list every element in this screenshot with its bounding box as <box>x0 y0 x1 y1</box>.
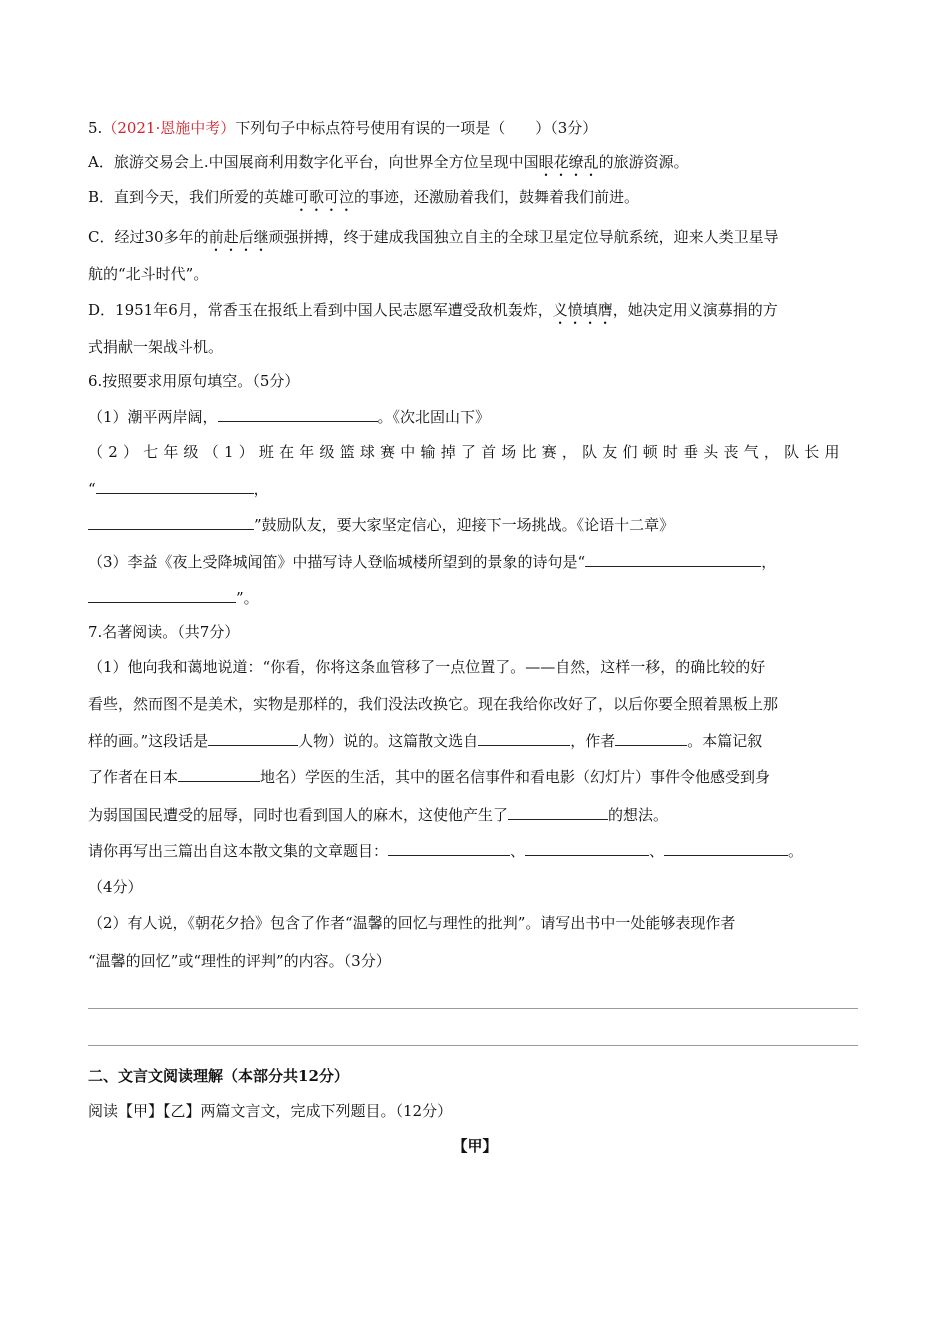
q7-line5 <box>88 804 668 826</box>
q6-part3-line2 <box>88 587 259 609</box>
q7-line6-end: 。 <box>788 842 804 860</box>
q7-line2: 看些，然而图不是美术，实物是那样的，我们没法改换它。现在我给你改好了，以后你要全照着黑板上那 <box>88 695 779 713</box>
q6-part2-blank2[interactable] <box>88 515 254 530</box>
q7-line3-text-d: 。本篇记叙 <box>687 732 763 750</box>
q5-option-d-text: D．1951年6月，常香玉在报纸上看到中国人民志愿军遭受敌机轰炸， <box>88 301 553 319</box>
q5-option-b-tail: 的事迹，还激励着我们，鼓舞着我们前进。 <box>354 188 640 206</box>
q7-line3 <box>88 730 762 752</box>
q6-part3-line1 <box>88 551 776 573</box>
q7-line8: （2）有人说，《朝花夕拾》包含了作者“温馨的回忆与理性的批判”。请写出书中一处能够表现作者 <box>88 914 736 932</box>
q7-line9: “温馨的回忆”或“理性的评判”的内容。（3分） <box>88 952 391 970</box>
q7-line3-text-c: ，作者 <box>570 732 616 750</box>
q5-number: 5. <box>88 119 103 137</box>
q6-part2-open-quote: “ <box>88 480 96 498</box>
q5-stem: 下列句子中标点符号使用有误的一项是（ ）（3分） <box>235 119 598 137</box>
q5-option-d-tail: ，她决定用义演募捐的方 <box>612 301 778 319</box>
q6-part1-text: （1）潮平两岸阔， <box>88 408 218 426</box>
q5-option-c-emphasis: 前赴后继 <box>208 228 269 246</box>
q7-line5-text-a: 为弱国国民遭受的屈辱，同时也看到国人的麻木，这使他产生了 <box>88 806 509 824</box>
q5-option-d-line1 <box>88 299 778 328</box>
q7-line4 <box>88 766 770 788</box>
q5-option-b <box>88 186 639 215</box>
q6-part2-blank1[interactable] <box>96 479 254 494</box>
q7-line5-text-b: 的想法。 <box>608 806 669 824</box>
q6-part2-comma: ， <box>253 480 269 498</box>
section2-subtitle: 【甲】 <box>452 1137 498 1155</box>
q7-title-blank3[interactable] <box>664 841 788 856</box>
q5-option-b-text: B．直到今天，我们所爱的英雄 <box>88 188 295 206</box>
q7-line4-text-a: 了作者在日本 <box>88 768 179 786</box>
q7-place-blank[interactable] <box>178 767 260 782</box>
q5-option-a-tail: 的旅游资源。 <box>598 153 689 171</box>
q6-part1-blank[interactable] <box>218 407 378 422</box>
q6-part3-tail: ”。 <box>236 589 259 607</box>
q7-line6-sep2: 、 <box>649 842 665 860</box>
q7-line6-text: 请你再写出三篇出自这本散文集的文章题目： <box>88 842 389 860</box>
q6-part2-line2 <box>88 478 269 500</box>
q6-part2-line1: （2）七年级（1）班在年级篮球赛中输掉了首场比赛，队友们顿时垂头丧气，队长用 <box>88 443 845 461</box>
q6-part3-blank2[interactable] <box>88 588 236 603</box>
q7-title-blank2[interactable] <box>525 841 649 856</box>
q7-line3-text-a: 样的画。”这段话是 <box>88 732 209 750</box>
answer-line-2[interactable] <box>88 1045 858 1046</box>
answer-line-1[interactable] <box>88 1008 858 1009</box>
q5-source: （2021·恩施中考） <box>102 119 236 137</box>
q6-stem: 6.按照要求用原句填空。（5分） <box>88 372 300 390</box>
q5-option-a-emphasis: 眼花缭乱 <box>538 153 599 171</box>
q5-option-d-line2: 式捐献一架战斗机。 <box>88 338 224 356</box>
q6-part2-line3 <box>88 514 674 536</box>
q5-option-c-tail: 顽强拼搏，终于建成我国独立自主的全球卫星定位导航系统，迎来人类卫星导 <box>268 228 779 246</box>
q5-option-a-text: A．旅游交易会上.中国展商利用数字化平台，向世界全方位呈现中国 <box>88 153 539 171</box>
q7-author-blank[interactable] <box>615 731 687 746</box>
q5-stem-line <box>88 117 597 139</box>
q7-line1: （1）他向我和蔼地说道：“你看，你将这条血管移了一点位置了。——自然，这样一移，的确比较的好 <box>88 658 766 676</box>
q7-line4-text-b: 地名）学医的生活，其中的匿名信事件和看电影（幻灯片）事件令他感受到身 <box>260 768 771 786</box>
q7-line6 <box>88 840 803 862</box>
q5-option-c-text: C．经过30多年的 <box>88 228 209 246</box>
q5-option-c-line1 <box>88 226 779 255</box>
q6-part1-source: 。《次北固山下》 <box>377 408 491 426</box>
q5-option-a <box>88 151 689 180</box>
q6-part3-blank1[interactable] <box>585 552 761 567</box>
q7-line7: （4分） <box>88 878 143 896</box>
q7-essay-blank[interactable] <box>478 731 570 746</box>
q5-option-c-line2: 航的“北斗时代”。 <box>88 265 209 283</box>
section2-title: 二、文言文阅读理解（本部分共12分） <box>88 1067 349 1085</box>
q7-person-blank[interactable] <box>208 731 298 746</box>
q5-option-b-emphasis: 可歌可泣 <box>294 188 355 206</box>
section2-intro: 阅读【甲】【乙】两篇文言文，完成下列题目。（12分） <box>88 1102 453 1120</box>
q6-part2-tail: ”鼓励队友，要大家坚定信心，迎接下一场挑战。《论语十二章》 <box>254 516 675 534</box>
q6-part3-comma: ， <box>761 553 777 571</box>
q7-line3-text-b: 人物）说的。这篇散文选自 <box>298 732 479 750</box>
q7-idea-blank[interactable] <box>508 805 608 820</box>
q5-option-d-emphasis: 义愤填膺 <box>552 301 613 319</box>
q7-line6-sep1: 、 <box>510 842 526 860</box>
q7-title-blank1[interactable] <box>388 841 510 856</box>
q7-stem: 7.名著阅读。（共7分） <box>88 623 240 641</box>
q6-part1 <box>88 406 490 428</box>
q6-part3-text: （3）李益《夜上受降城闻笛》中描写诗人登临城楼所望到的景象的诗句是“ <box>88 553 586 571</box>
